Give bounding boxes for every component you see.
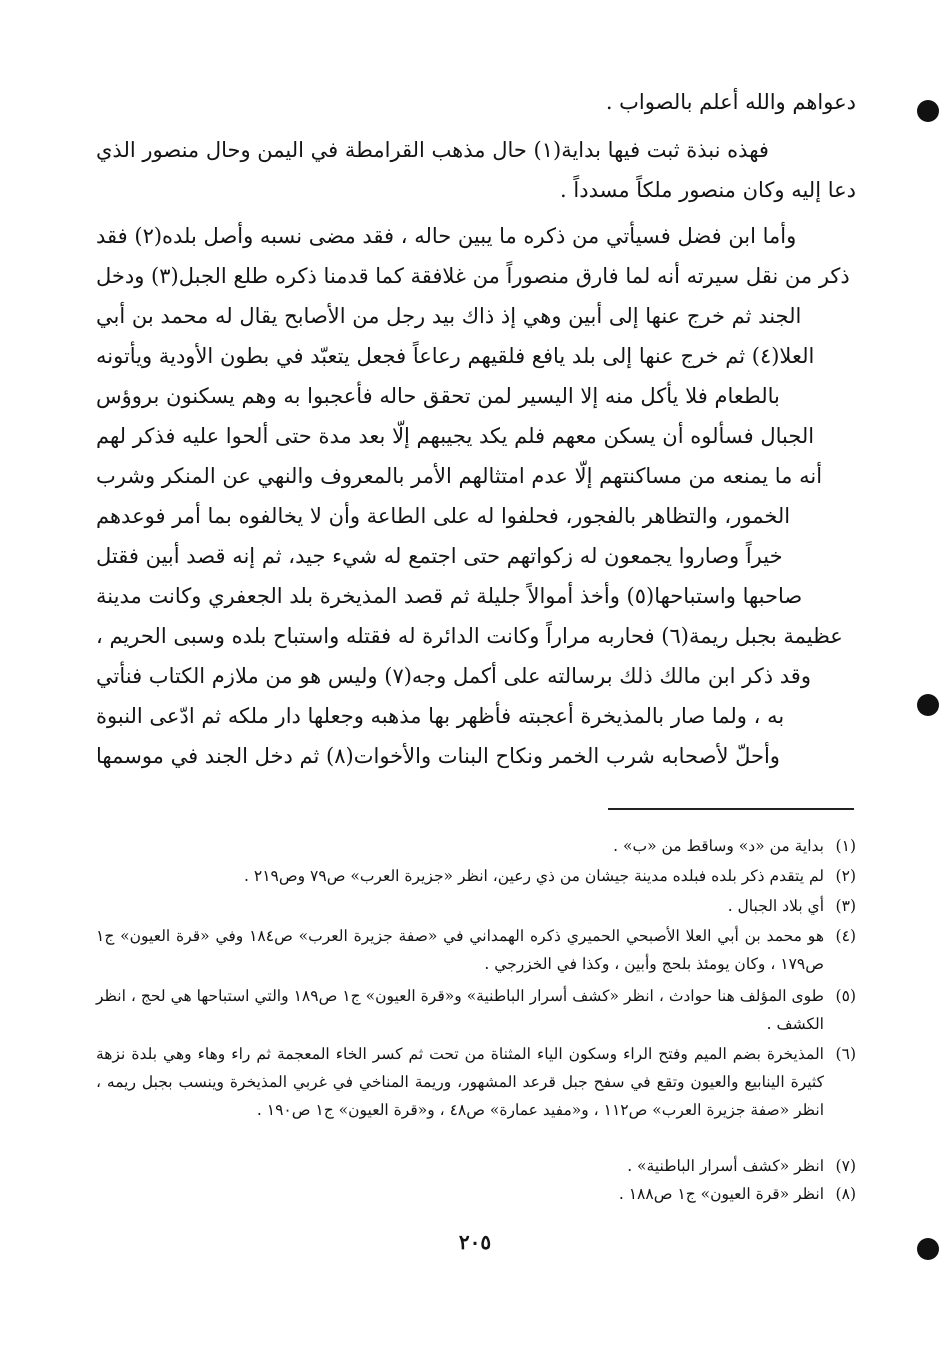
text-line: الجبال فسألوه أن يسكن معهم فلم يكد يجيبهم إلّا بعد مدة حتى ألحوا عليه فذكر لهم [96, 424, 815, 448]
text-line: الجند ثم خرج عنها إلى أبين وهي إذ ذاك بيد رجل من الأصابح يقال له محمد بن أبي [96, 304, 802, 328]
footnote [96, 1152, 856, 1180]
footnote-text: المذيخرة بضم الميم وفتح الراء وسكون الياء المثناة من تحت ثم كسر الخاء المعجمة ثم راء وهاء وهي بلدة نزهة كثيرة الينابيع والعيون وتقع في سفح جبل قرعد المشهور، وريمة المناخي في غربي المذيخرة وينسب بجبل ريمه ، انظر «صفة جزيرة العرب» ص١١٢ ، و«مفيد عمارة» ص٤٨ ، و«قرة العيون» ج١ ص١٩٠ . [96, 1045, 824, 1119]
footnote [96, 1180, 856, 1208]
footnote-text: انظر «كشف أسرار الباطنية» . [627, 1157, 824, 1175]
binding-hole-icon [917, 100, 939, 122]
text-line: وأما ابن فضل فسيأتي من ذكره ما يبين حاله ، فقد مضى نسبه وأصل بلده(٢) فقد [96, 224, 797, 248]
footnote-number: (٥) [835, 987, 856, 1005]
footnote-text: أي بلاد الجبال . [727, 897, 824, 915]
text-line: الخمور، والتظاهر بالفجور، فحلفوا له على الطاعة وأن لا يخالفوه بما أمر فوعدهم [96, 504, 791, 528]
footnote-text: هو محمد بن أبي العلا الأصبحي الحميري ذكره الهمداني في «صفة جزيرة العرب» ص١٨٤ وفي «قرة العيون» ج١ ص١٧٩ ، وكان يومئذ بلحج وأبين ، وكذا في الخزرجي . [96, 927, 824, 973]
footnote [96, 1040, 856, 1124]
text-line: صاحبها واستباحها(٥) وأخذ أموالاً جليلة ثم قصد المذيخرة بلد الجعفري وكانت مدينة [96, 584, 803, 608]
footnote-number: (٢) [835, 867, 856, 885]
text-line: أنه ما يمنعه من مساكنتهم إلّا عدم امتثالهم الأمر بالمعروف والنهي عن المنكر وشرب [96, 464, 823, 488]
text-line: العلا(٤) ثم خرج عنها إلى بلد يافع فلقيهم رعاعاً فجعل يتعبّد في بطون الأودية ويأتونه [96, 344, 815, 368]
footnote-number: (٦) [835, 1045, 856, 1063]
footnote-number: (١) [835, 837, 856, 855]
text-line: وأحلّ لأصحابه شرب الخمر ونكاح البنات والأخوات(٨) ثم دخل الجند في موسمها [96, 744, 780, 768]
text-line: به ، ولما صار بالمذيخرة أعجبته فأظهر بها مذهبه وجعلها دار ملكه ثم ادّعى النبوة [96, 704, 785, 728]
binding-hole-icon [917, 1238, 939, 1260]
page-number: ٢٠٥ [458, 1230, 492, 1254]
text-line: دعواهم والله أعلم بالصواب . [605, 90, 856, 114]
footnote [96, 982, 856, 1038]
footnote-text: بداية من «د» وساقط من «ب» . [613, 837, 824, 855]
footnote-number: (٣) [835, 897, 856, 915]
footnote-text: طوى المؤلف هنا حوادث ، انظر «كشف أسرار الباطنية» و«قرة العيون» ج١ ص١٨٩ والتي استباحها هي لحج ، انظر الكشف . [96, 987, 824, 1033]
text-line: عظيمة بجبل ريمة(٦) فحاربه مراراً وكانت الدائرة له فقتله واستباح بلده وسبى الحريم ، [96, 624, 843, 648]
footnote [96, 892, 856, 920]
footnote-number: (٧) [835, 1157, 856, 1175]
footnote-number: (٤) [835, 927, 856, 945]
footnote-divider [608, 808, 854, 810]
text-line: خيراً وصاروا يجمعون له زكواتهم حتى اجتمع له شيء جيد، ثم إنه قصد أبين فقتل [96, 544, 783, 568]
footnote-text: انظر «قرة العيون» ج١ ص١٨٨ . [618, 1185, 824, 1203]
text-line: فهذه نبذة ثبت فيها بداية(١) حال مذهب القرامطة في اليمن وحال منصور الذي [96, 138, 769, 162]
text-line: بالطعام فلا يأكل منه إلا اليسير لمن تحقق حاله فأعجبوا به وهم يسكنون بروؤس [96, 384, 780, 408]
text-line: ذكر من نقل سيرته أنه لما فارق منصوراً من غلافقة كما قدمنا ذكره طلع الجبل(٣) ودخل [96, 264, 850, 288]
text-line: دعا إليه وكان منصور ملكاً مسدداً . [560, 178, 856, 202]
text-line: وقد ذكر ابن مالك ذلك برسالته على أكمل وجه(٧) وليس هو من ملازم الكتاب فنأتي [96, 664, 811, 688]
footnote [96, 862, 856, 890]
binding-hole-icon [917, 694, 939, 716]
footnote [96, 922, 856, 978]
footnote-number: (٨) [835, 1185, 856, 1203]
footnote [96, 832, 856, 860]
footnote-text: لم يتقدم ذكر بلده فبلده مدينة جيشان من ذي رعين، انظر «جزيرة العرب» ص٧٩ وص٢١٩ . [244, 867, 824, 885]
